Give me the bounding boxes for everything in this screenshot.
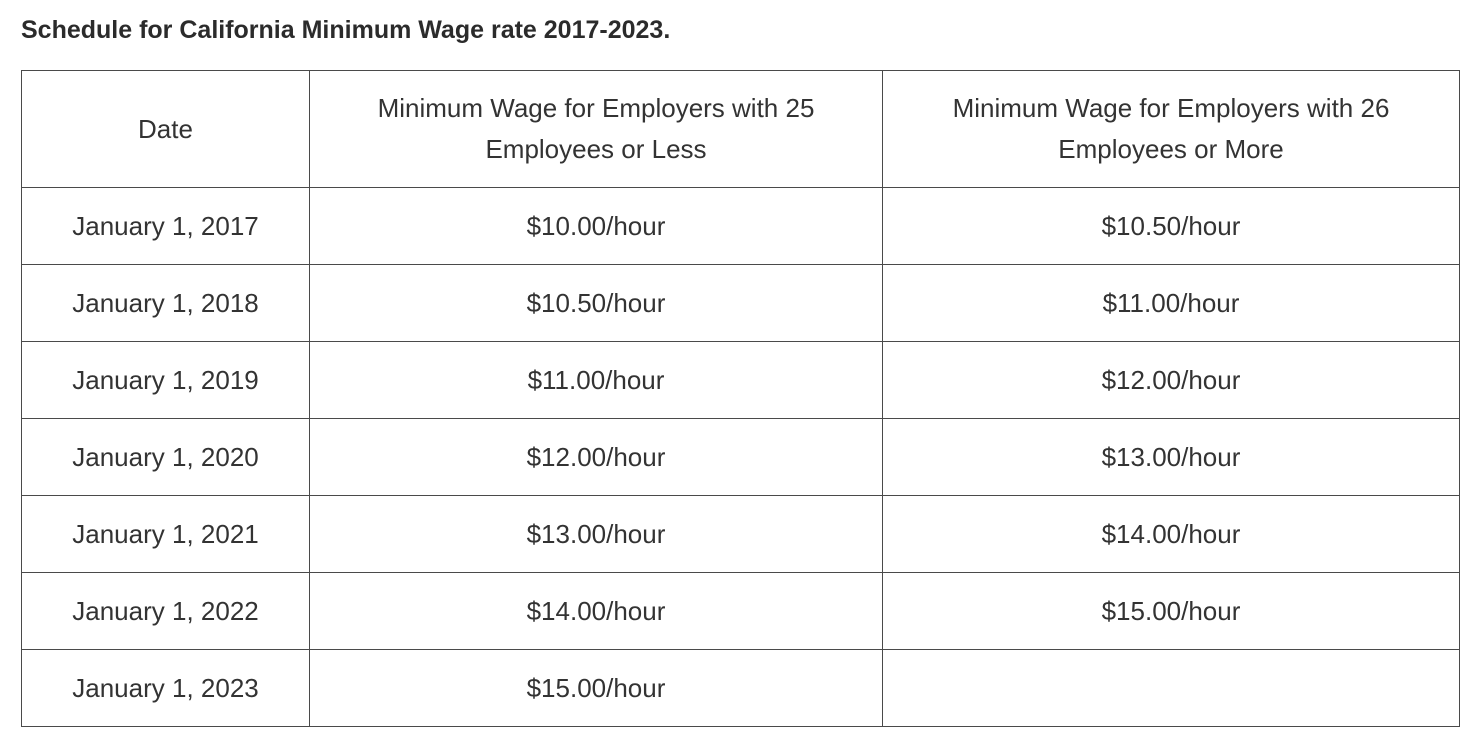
table-row — [22, 265, 1460, 342]
page-title: Schedule for California Minimum Wage rate 2017-2023. — [21, 16, 671, 44]
header-large-employers: Minimum Wage for Employers with 26 Employees or More — [883, 71, 1460, 188]
table-row — [22, 496, 1460, 573]
small-employer-wage-cell: $15.00/hour — [310, 650, 883, 727]
table-row — [22, 188, 1460, 265]
date-cell: January 1, 2023 — [22, 650, 310, 727]
large-employer-wage-cell — [883, 650, 1460, 727]
date-cell: January 1, 2022 — [22, 573, 310, 650]
table-header-row — [22, 71, 1460, 188]
table-row — [22, 573, 1460, 650]
date-cell: January 1, 2021 — [22, 496, 310, 573]
date-cell: January 1, 2018 — [22, 265, 310, 342]
small-employer-wage-cell: $10.00/hour — [310, 188, 883, 265]
small-employer-wage-cell: $12.00/hour — [310, 419, 883, 496]
large-employer-wage-cell: $14.00/hour — [883, 496, 1460, 573]
header-small-employers: Minimum Wage for Employers with 25 Employees or Less — [310, 71, 883, 188]
table-row — [22, 650, 1460, 727]
table-row — [22, 342, 1460, 419]
large-employer-wage-cell: $13.00/hour — [883, 419, 1460, 496]
large-employer-wage-cell: $10.50/hour — [883, 188, 1460, 265]
small-employer-wage-cell: $11.00/hour — [310, 342, 883, 419]
date-cell: January 1, 2017 — [22, 188, 310, 265]
small-employer-wage-cell: $10.50/hour — [310, 265, 883, 342]
date-cell: January 1, 2020 — [22, 419, 310, 496]
date-cell: January 1, 2019 — [22, 342, 310, 419]
large-employer-wage-cell: $11.00/hour — [883, 265, 1460, 342]
large-employer-wage-cell: $15.00/hour — [883, 573, 1460, 650]
small-employer-wage-cell: $14.00/hour — [310, 573, 883, 650]
large-employer-wage-cell: $12.00/hour — [883, 342, 1460, 419]
minimum-wage-table — [21, 70, 1460, 727]
table-row — [22, 419, 1460, 496]
header-date: Date — [22, 71, 310, 188]
small-employer-wage-cell: $13.00/hour — [310, 496, 883, 573]
